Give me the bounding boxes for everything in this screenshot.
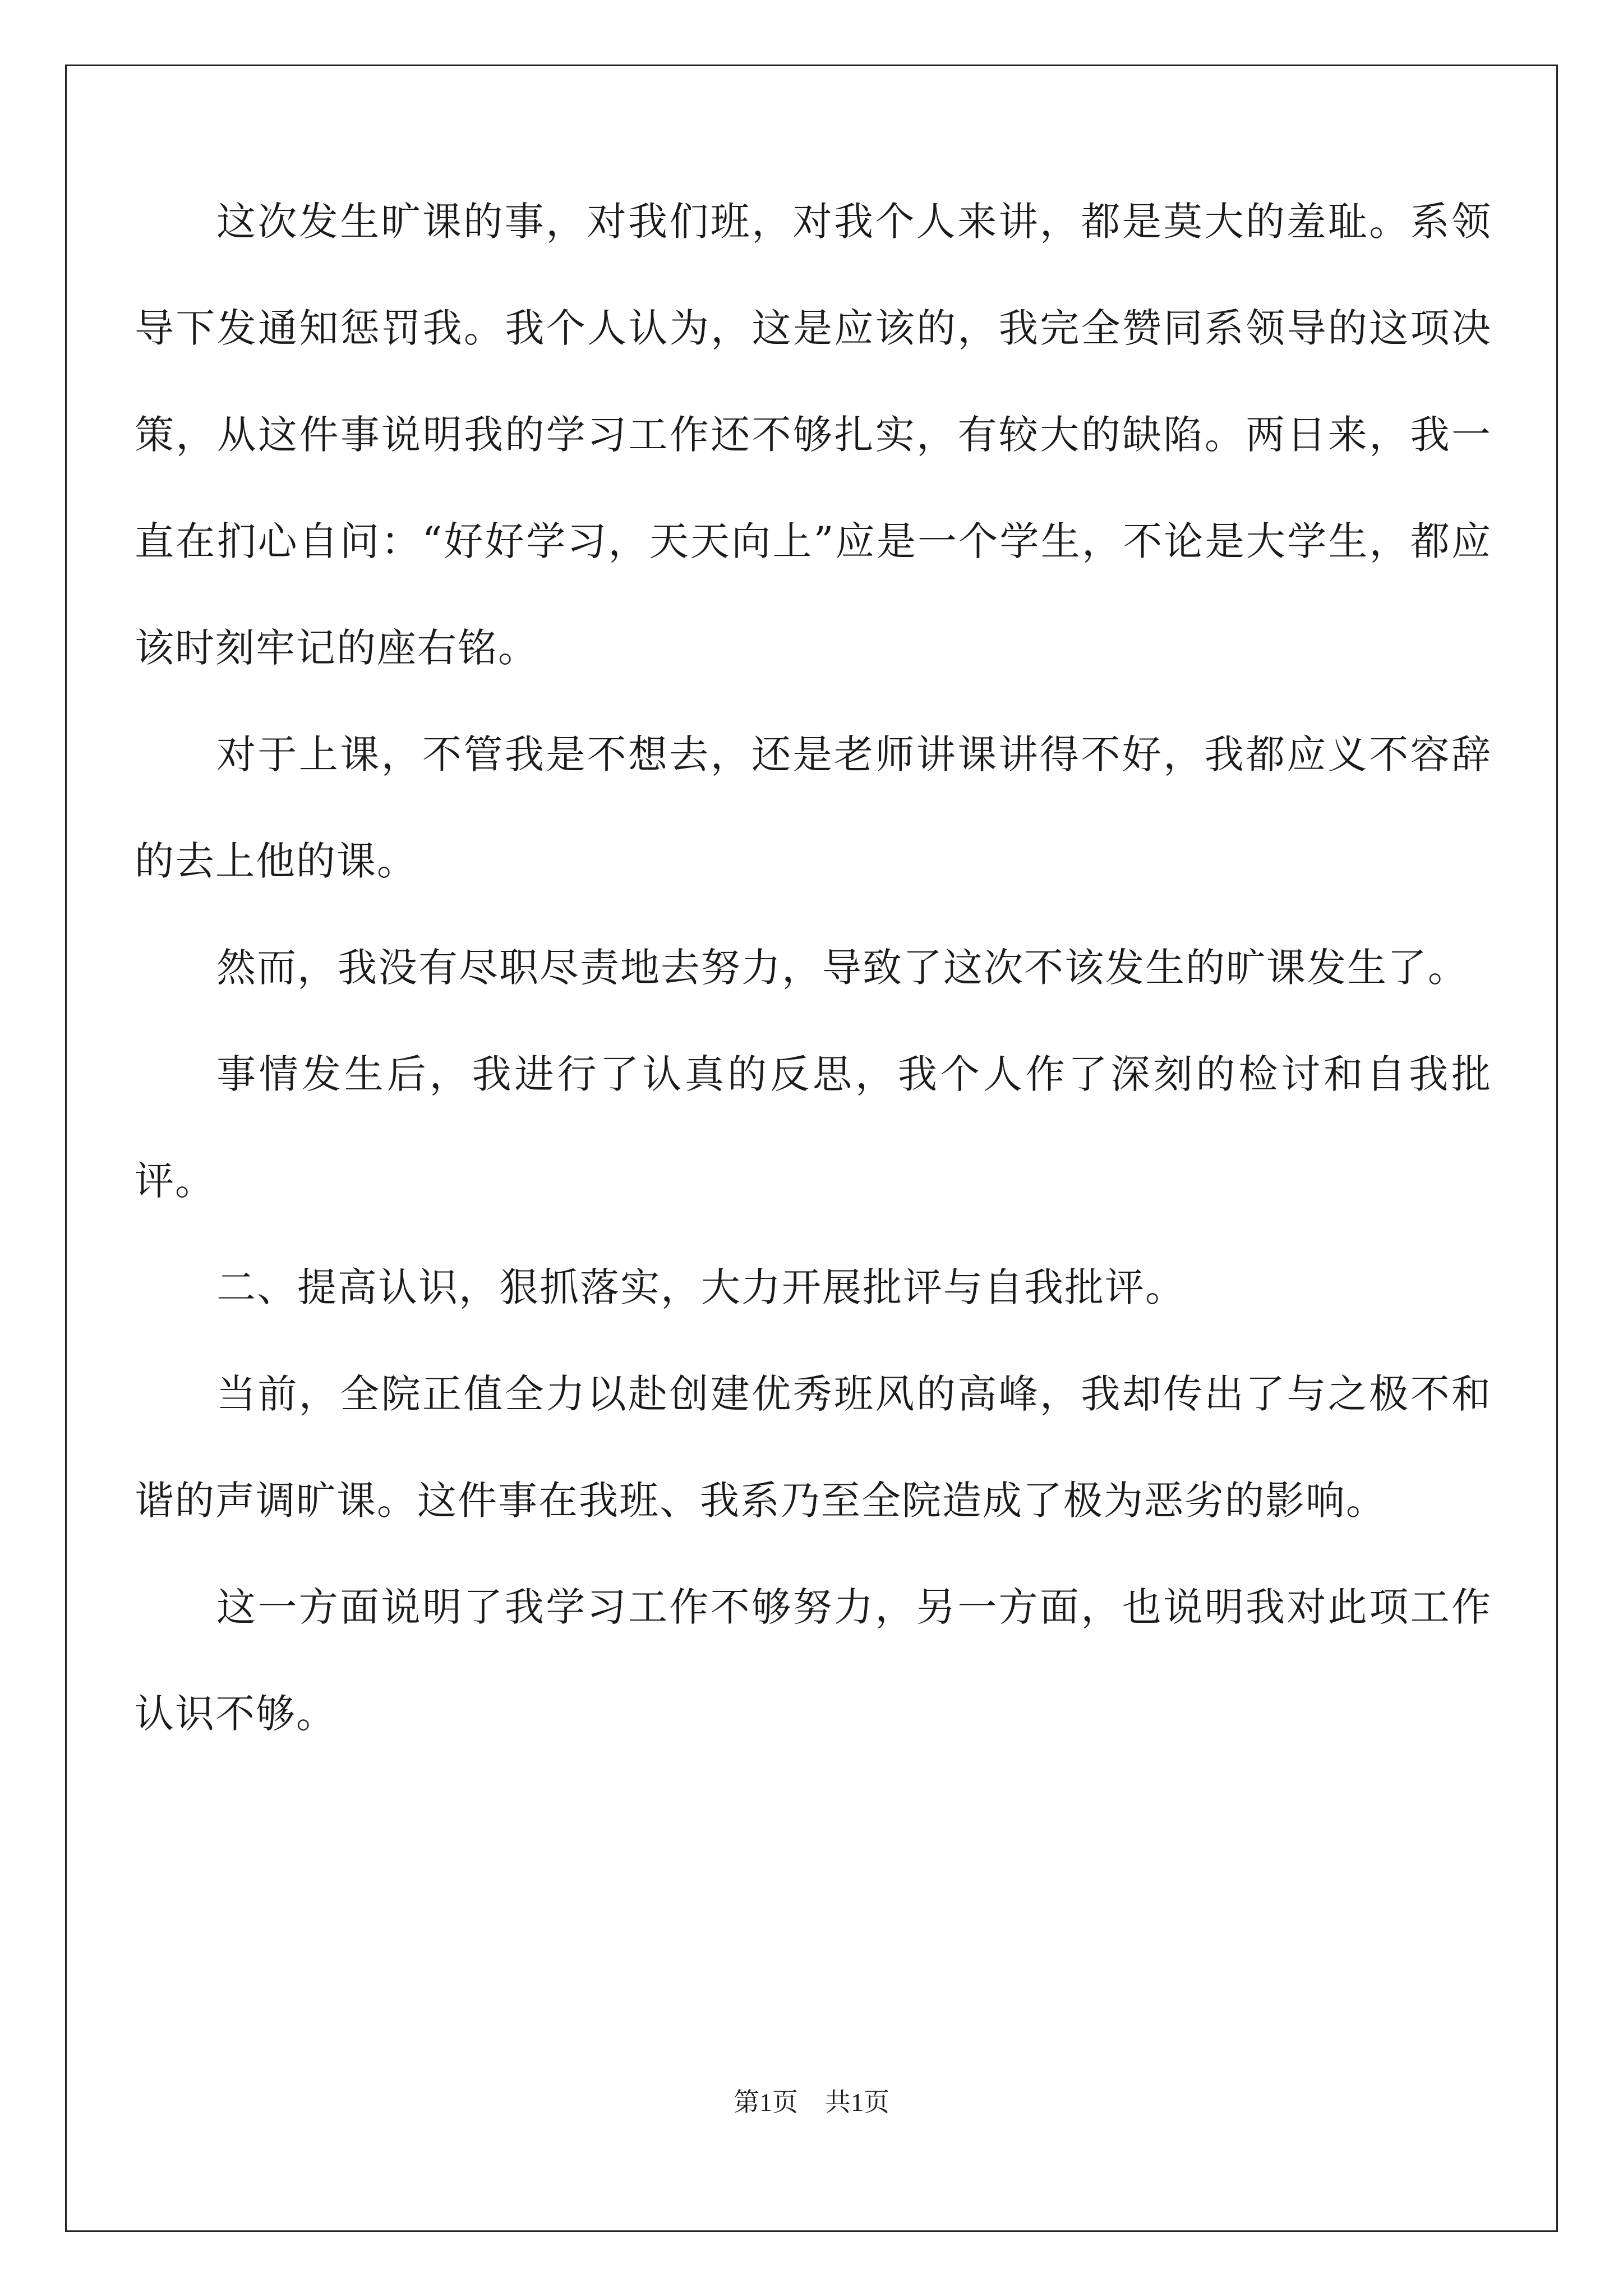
page-number: 第1页 — [734, 2088, 798, 2116]
section-heading: 二、提高认识，狠抓落实，大力开展批评与自我批评。 — [216, 1264, 1186, 1310]
document-body — [135, 168, 1492, 1767]
paragraph: 这次发生旷课的事，对我们班，对我个人来讲，都是莫大的羞耻。系领导下发通知惩罚我。我个人认为，这是应该的，我完全赞同系领导的这项决策，从这件事说明我的学习工作还不够扎实，有较大的缺陷。两日来，我一直在扪心自问：“好好学习，天天向上”应是一个学生，不论是大学生，都应该时刻牢记的座右铭。 — [135, 199, 1492, 671]
paragraph: 对于上课，不管我是不想去，还是老师讲课讲得不好，我都应义不容辞的去上他的课。 — [135, 731, 1492, 884]
paragraph: 当前，全院正值全力以赴创建优秀班风的高峰，我却传出了与之极不和谐的声调旷课。这件事在我班、我系乃至全院造成了极为恶劣的影响。 — [135, 1371, 1492, 1524]
page-footer — [0, 2086, 1623, 2119]
paragraph: 然而，我没有尽职尽责地去努力，导致了这次不该发生的旷课发生了。 — [216, 945, 1468, 991]
paragraph: 事情发生后，我进行了认真的反思，我个人作了深刻的检讨和自我批评。 — [135, 1051, 1492, 1204]
page-total: 共1页 — [825, 2088, 889, 2116]
paragraph: 这一方面说明了我学习工作不够努力，另一方面，也说明我对此项工作认识不够。 — [135, 1584, 1492, 1737]
